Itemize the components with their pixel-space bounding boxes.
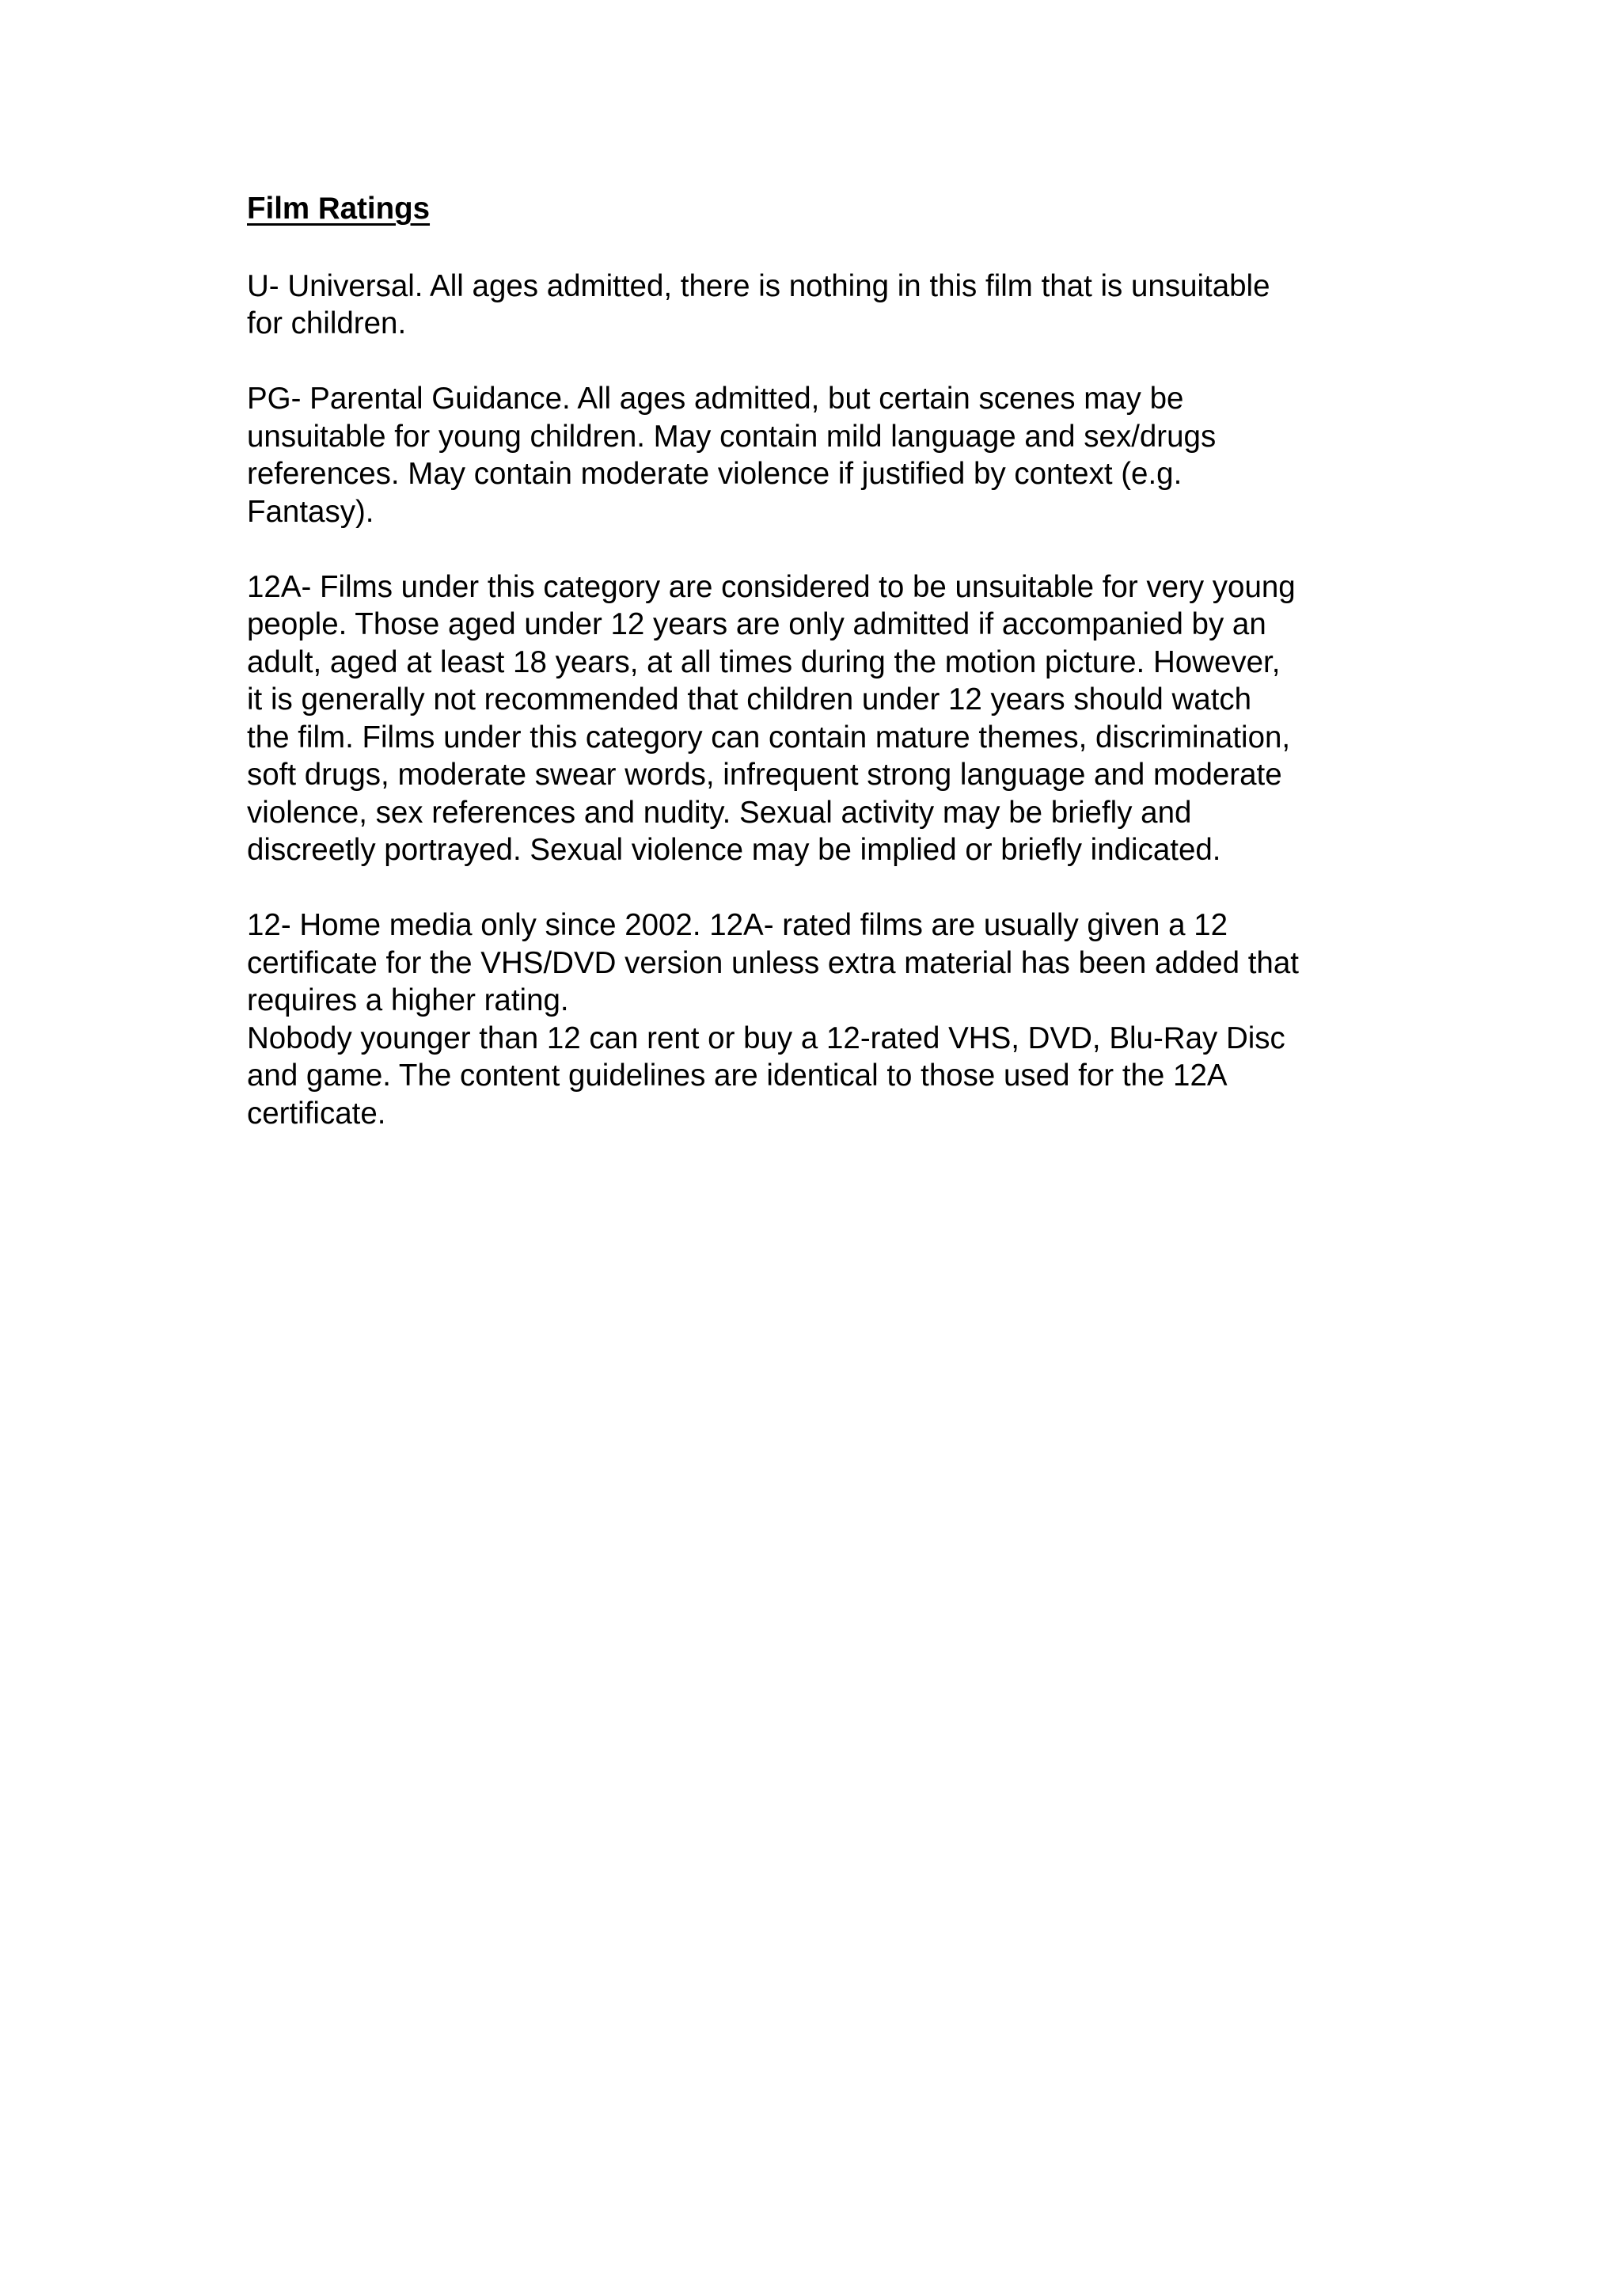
document-body	[247, 190, 1403, 1132]
text-line: Nobody younger than 12 can rent or buy a 12-rated VHS, DVD, Blu-Ray Disc	[247, 1021, 1285, 1055]
text-line: and game. The content guidelines are identical to those used for the 12A	[247, 1059, 1228, 1093]
text-line: certificate.	[247, 1096, 386, 1131]
text-line: violence, sex references and nudity. Sexual activity may be briefly and	[247, 795, 1192, 830]
text-line: requires a higher rating.	[247, 983, 569, 1017]
text-line: the film. Films under this category can contain mature themes, discrimination,	[247, 720, 1291, 755]
text-line: references. May contain moderate violence if justified by context (e.g.	[247, 457, 1183, 491]
text-line: PG- Parental Guidance. All ages admitted, but certain scenes may be	[247, 382, 1184, 416]
text-line: Fantasy).	[247, 494, 374, 529]
document-title: Film Ratings	[247, 192, 431, 226]
paragraph-12a	[247, 568, 1403, 869]
text-line: 12A- Films under this category are considered to be unsuitable for very young	[247, 569, 1296, 604]
paragraph-12-rental-note	[247, 1020, 1403, 1133]
paragraph-pg-parental-guidance	[247, 380, 1403, 530]
text-line: soft drugs, moderate swear words, infrequent strong language and moderate	[247, 758, 1282, 792]
text-line: 12- Home media only since 2002. 12A- rated films are usually given a 12	[247, 908, 1228, 942]
text-line: it is generally not recommended that children under 12 years should watch	[247, 682, 1252, 717]
paragraph-12-home-media	[247, 907, 1403, 1020]
text-line: certificate for the VHS/DVD version unless extra material has been added that	[247, 945, 1299, 980]
text-line: for children.	[247, 306, 407, 340]
text-line: unsuitable for young children. May contain mild language and sex/drugs	[247, 419, 1217, 454]
text-line: U- Universal. All ages admitted, there is nothing in this film that is unsuitable	[247, 268, 1270, 303]
text-line: discreetly portrayed. Sexual violence may be implied or briefly indicated.	[247, 833, 1221, 867]
text-line: adult, aged at least 18 years, at all times during the motion picture. However,	[247, 644, 1281, 679]
text-line: people. Those aged under 12 years are only admitted if accompanied by an	[247, 607, 1266, 641]
paragraph-u-universal	[247, 268, 1403, 343]
